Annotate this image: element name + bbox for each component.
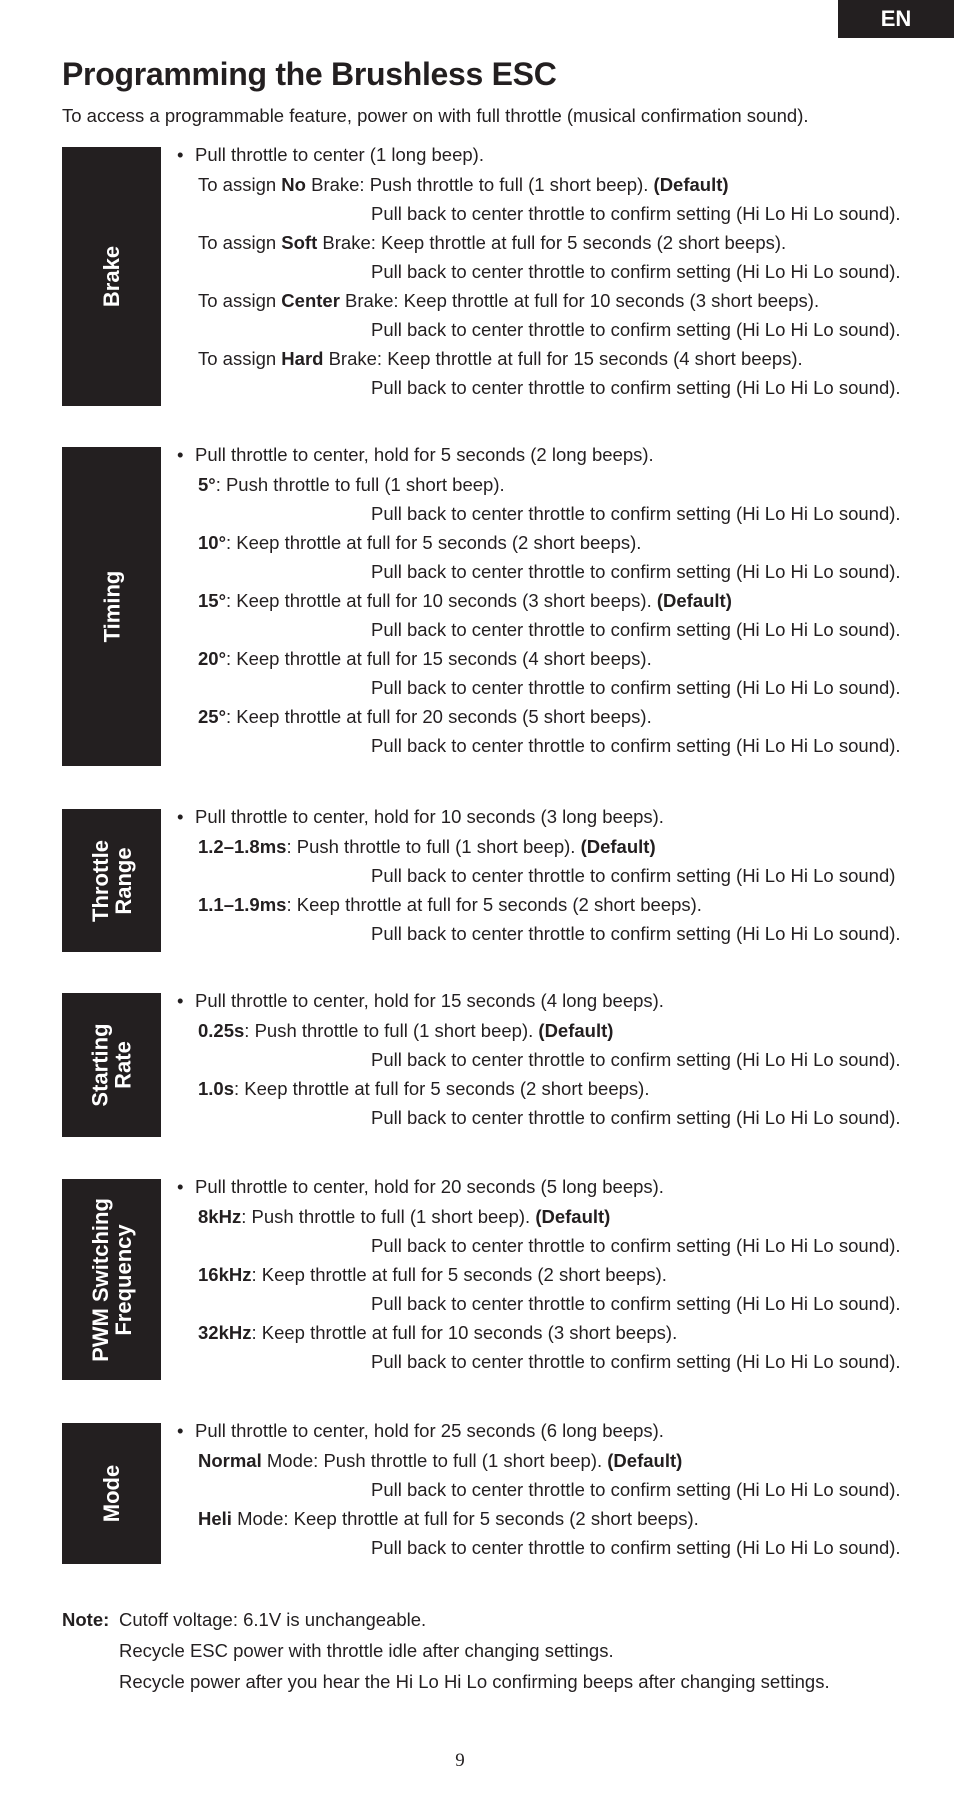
option-instruction: : Keep throttle at full for 5 seconds (2 short beeps). <box>225 532 642 553</box>
option-brake-no <box>198 170 901 228</box>
section-sidebar <box>62 1179 161 1380</box>
option-prefix: To assign <box>198 232 282 253</box>
option-pwm-8 <box>198 1202 901 1260</box>
section-brake <box>62 144 902 406</box>
option-instruction: : Keep throttle at full for 20 seconds (5 short beeps). <box>225 706 652 727</box>
option-instruction: : Push throttle to full (1 short beep). <box>244 1020 539 1041</box>
option-value: 1.0s <box>198 1078 235 1099</box>
page-number: 9 <box>455 1750 465 1771</box>
bullet-item <box>177 139 901 170</box>
bullet-text: Pull throttle to center, hold for 15 seconds (4 long beeps). <box>195 990 664 1011</box>
option-instruction: Mode: Push throttle to full (1 short beep). <box>261 1450 608 1471</box>
section-content <box>177 985 901 1132</box>
bullet-icon: • <box>177 1176 184 1197</box>
option-timing-15 <box>198 586 901 644</box>
bullet-text: Pull throttle to center, hold for 10 seconds (3 long beeps). <box>195 806 664 827</box>
bullet-item <box>177 1415 901 1446</box>
option-instruction: : Keep throttle at full for 15 seconds (4 short beeps). <box>225 648 652 669</box>
option-instruction: : Push throttle to full (1 short beep). <box>286 836 581 857</box>
option-value: 16kHz <box>198 1264 252 1285</box>
bullet-item <box>177 1171 901 1202</box>
option-value: 20° <box>198 648 226 669</box>
section-sidebar <box>62 1423 161 1564</box>
confirm-instruction: Pull back to center throttle to confirm setting (Hi Lo Hi Lo sound). <box>371 203 901 224</box>
default-tag: (Default) <box>607 1450 683 1471</box>
option-value: 10° <box>198 532 226 553</box>
confirm-instruction: Pull back to center throttle to confirm setting (Hi Lo Hi Lo sound). <box>371 319 901 340</box>
section-sidebar <box>62 809 161 952</box>
option-value: Heli <box>198 1508 232 1529</box>
confirm-instruction: Pull back to center throttle to confirm setting (Hi Lo Hi Lo sound). <box>371 1107 901 1128</box>
bullet-icon: • <box>177 144 184 165</box>
confirm-instruction: Pull back to center throttle to confirm setting (Hi Lo Hi Lo sound) <box>371 865 896 886</box>
option-pwm-16 <box>198 1260 901 1318</box>
option-instruction: Brake: Keep throttle at full for 10 seconds (3 short beeps). <box>339 290 820 311</box>
option-rate-1 <box>198 1016 901 1074</box>
note-line: Recycle power after you hear the Hi Lo Hi Lo confirming beeps after changing settings. <box>119 1671 830 1692</box>
section-label: Brake <box>99 245 124 308</box>
option-value: 15° <box>198 590 226 611</box>
section-label: Mode <box>98 1464 124 1523</box>
option-value: 1.1–1.9ms <box>198 894 287 915</box>
section-throttle-range <box>62 806 902 952</box>
section-content <box>177 801 901 948</box>
confirm-instruction: Pull back to center throttle to confirm setting (Hi Lo Hi Lo sound). <box>371 1049 901 1070</box>
intro-text: To access a programmable feature, power on with full throttle (musical confirmation sound). <box>62 105 809 126</box>
confirm-instruction: Pull back to center throttle to confirm setting (Hi Lo Hi Lo sound). <box>371 261 901 282</box>
section-content <box>177 1415 901 1562</box>
confirm-instruction: Pull back to center throttle to confirm setting (Hi Lo Hi Lo sound). <box>371 923 901 944</box>
option-value: Soft <box>281 232 318 253</box>
confirm-instruction: Pull back to center throttle to confirm setting (Hi Lo Hi Lo sound). <box>371 619 901 640</box>
option-rate-2 <box>198 1074 901 1132</box>
option-range-1 <box>198 832 901 890</box>
option-pwm-32 <box>198 1318 901 1376</box>
option-instruction: : Push throttle to full (1 short beep). <box>215 474 505 495</box>
confirm-instruction: Pull back to center throttle to confirm setting (Hi Lo Hi Lo sound). <box>371 1293 901 1314</box>
default-tag: (Default) <box>580 836 656 857</box>
option-value: Hard <box>281 348 324 369</box>
section-content <box>177 139 901 402</box>
section-label: Throttle Range <box>87 839 136 922</box>
bullet-icon: • <box>177 1420 184 1441</box>
option-mode-heli <box>198 1504 901 1562</box>
option-instruction: : Keep throttle at full for 10 seconds (3 short beeps). <box>225 590 657 611</box>
option-instruction: : Keep throttle at full for 5 seconds (2 short beeps). <box>251 1264 667 1285</box>
section-sidebar <box>62 147 161 406</box>
bullet-icon: • <box>177 806 184 827</box>
option-instruction: Brake: Keep throttle at full for 5 seconds (2 short beeps). <box>317 232 787 253</box>
option-value: 5° <box>198 474 216 495</box>
option-value: 25° <box>198 706 226 727</box>
bullet-icon: • <box>177 990 184 1011</box>
section-starting-rate <box>62 990 902 1137</box>
confirm-instruction: Pull back to center throttle to confirm setting (Hi Lo Hi Lo sound). <box>371 1479 901 1500</box>
confirm-instruction: Pull back to center throttle to confirm setting (Hi Lo Hi Lo sound). <box>371 1351 901 1372</box>
confirm-instruction: Pull back to center throttle to confirm setting (Hi Lo Hi Lo sound). <box>371 561 901 582</box>
bullet-text: Pull throttle to center, hold for 5 seconds (2 long beeps). <box>195 444 654 465</box>
option-brake-soft <box>198 228 901 286</box>
confirm-instruction: Pull back to center throttle to confirm setting (Hi Lo Hi Lo sound). <box>371 1537 901 1558</box>
option-value: 1.2–1.8ms <box>198 836 287 857</box>
default-tag: (Default) <box>538 1020 614 1041</box>
option-instruction: : Keep throttle at full for 10 seconds (3 short beeps). <box>251 1322 678 1343</box>
section-content <box>177 1171 901 1376</box>
default-tag: (Default) <box>653 174 729 195</box>
bullet-item <box>177 985 901 1016</box>
bullet-item <box>177 801 901 832</box>
option-mode-normal <box>198 1446 901 1504</box>
option-prefix: To assign <box>198 290 282 311</box>
option-brake-hard <box>198 344 901 402</box>
bullet-text: Pull throttle to center, hold for 20 seconds (5 long beeps). <box>195 1176 664 1197</box>
option-instruction: Mode: Keep throttle at full for 5 seconds (2 short beeps). <box>231 1508 699 1529</box>
page-title: Programming the Brushless ESC <box>62 56 557 92</box>
bullet-text: Pull throttle to center, hold for 25 seconds (6 long beeps). <box>195 1420 664 1441</box>
option-timing-20 <box>198 644 901 702</box>
section-pwm-frequency <box>62 1176 902 1380</box>
section-label: Timing <box>99 570 124 643</box>
section-timing <box>62 444 902 766</box>
section-label: PWM Switching Frequency <box>87 1197 136 1362</box>
option-value: 8kHz <box>198 1206 242 1227</box>
option-value: 0.25s <box>198 1020 245 1041</box>
option-prefix: To assign <box>198 348 282 369</box>
confirm-instruction: Pull back to center throttle to confirm setting (Hi Lo Hi Lo sound). <box>371 503 901 524</box>
option-timing-25 <box>198 702 901 760</box>
option-value: Center <box>281 290 340 311</box>
option-instruction: : Keep throttle at full for 5 seconds (2 short beeps). <box>234 1078 650 1099</box>
note-line: Cutoff voltage: 6.1V is unchangeable. <box>119 1609 427 1630</box>
option-prefix: To assign <box>198 174 282 195</box>
option-timing-10 <box>198 528 901 586</box>
section-label: Starting Rate <box>87 1023 136 1107</box>
section-mode <box>62 1420 902 1564</box>
language-tab: EN <box>838 0 954 38</box>
default-tag: (Default) <box>535 1206 611 1227</box>
option-range-2 <box>198 890 901 948</box>
option-instruction: : Push throttle to full (1 short beep). <box>241 1206 536 1227</box>
section-sidebar <box>62 993 161 1137</box>
option-value: No <box>281 174 306 195</box>
option-brake-center <box>198 286 901 344</box>
section-content <box>177 439 901 760</box>
default-tag: (Default) <box>656 590 732 611</box>
option-instruction: Brake: Keep throttle at full for 15 seconds (4 short beeps). <box>323 348 803 369</box>
option-timing-5 <box>198 470 901 528</box>
bullet-text: Pull throttle to center (1 long beep). <box>195 144 484 165</box>
confirm-instruction: Pull back to center throttle to confirm setting (Hi Lo Hi Lo sound). <box>371 677 901 698</box>
bullet-item <box>177 439 901 470</box>
bullet-icon: • <box>177 444 184 465</box>
note-block <box>62 1604 830 1697</box>
option-value: Normal <box>198 1450 262 1471</box>
confirm-instruction: Pull back to center throttle to confirm setting (Hi Lo Hi Lo sound). <box>371 735 901 756</box>
note-label: Note: <box>62 1609 110 1630</box>
option-value: 32kHz <box>198 1322 252 1343</box>
option-instruction: : Keep throttle at full for 5 seconds (2 short beeps). <box>286 894 702 915</box>
confirm-instruction: Pull back to center throttle to confirm setting (Hi Lo Hi Lo sound). <box>371 1235 901 1256</box>
confirm-instruction: Pull back to center throttle to confirm setting (Hi Lo Hi Lo sound). <box>371 377 901 398</box>
note-line: Recycle ESC power with throttle idle after changing settings. <box>119 1640 614 1661</box>
section-sidebar <box>62 447 161 766</box>
option-instruction: Brake: Push throttle to full (1 short beep). <box>305 174 654 195</box>
